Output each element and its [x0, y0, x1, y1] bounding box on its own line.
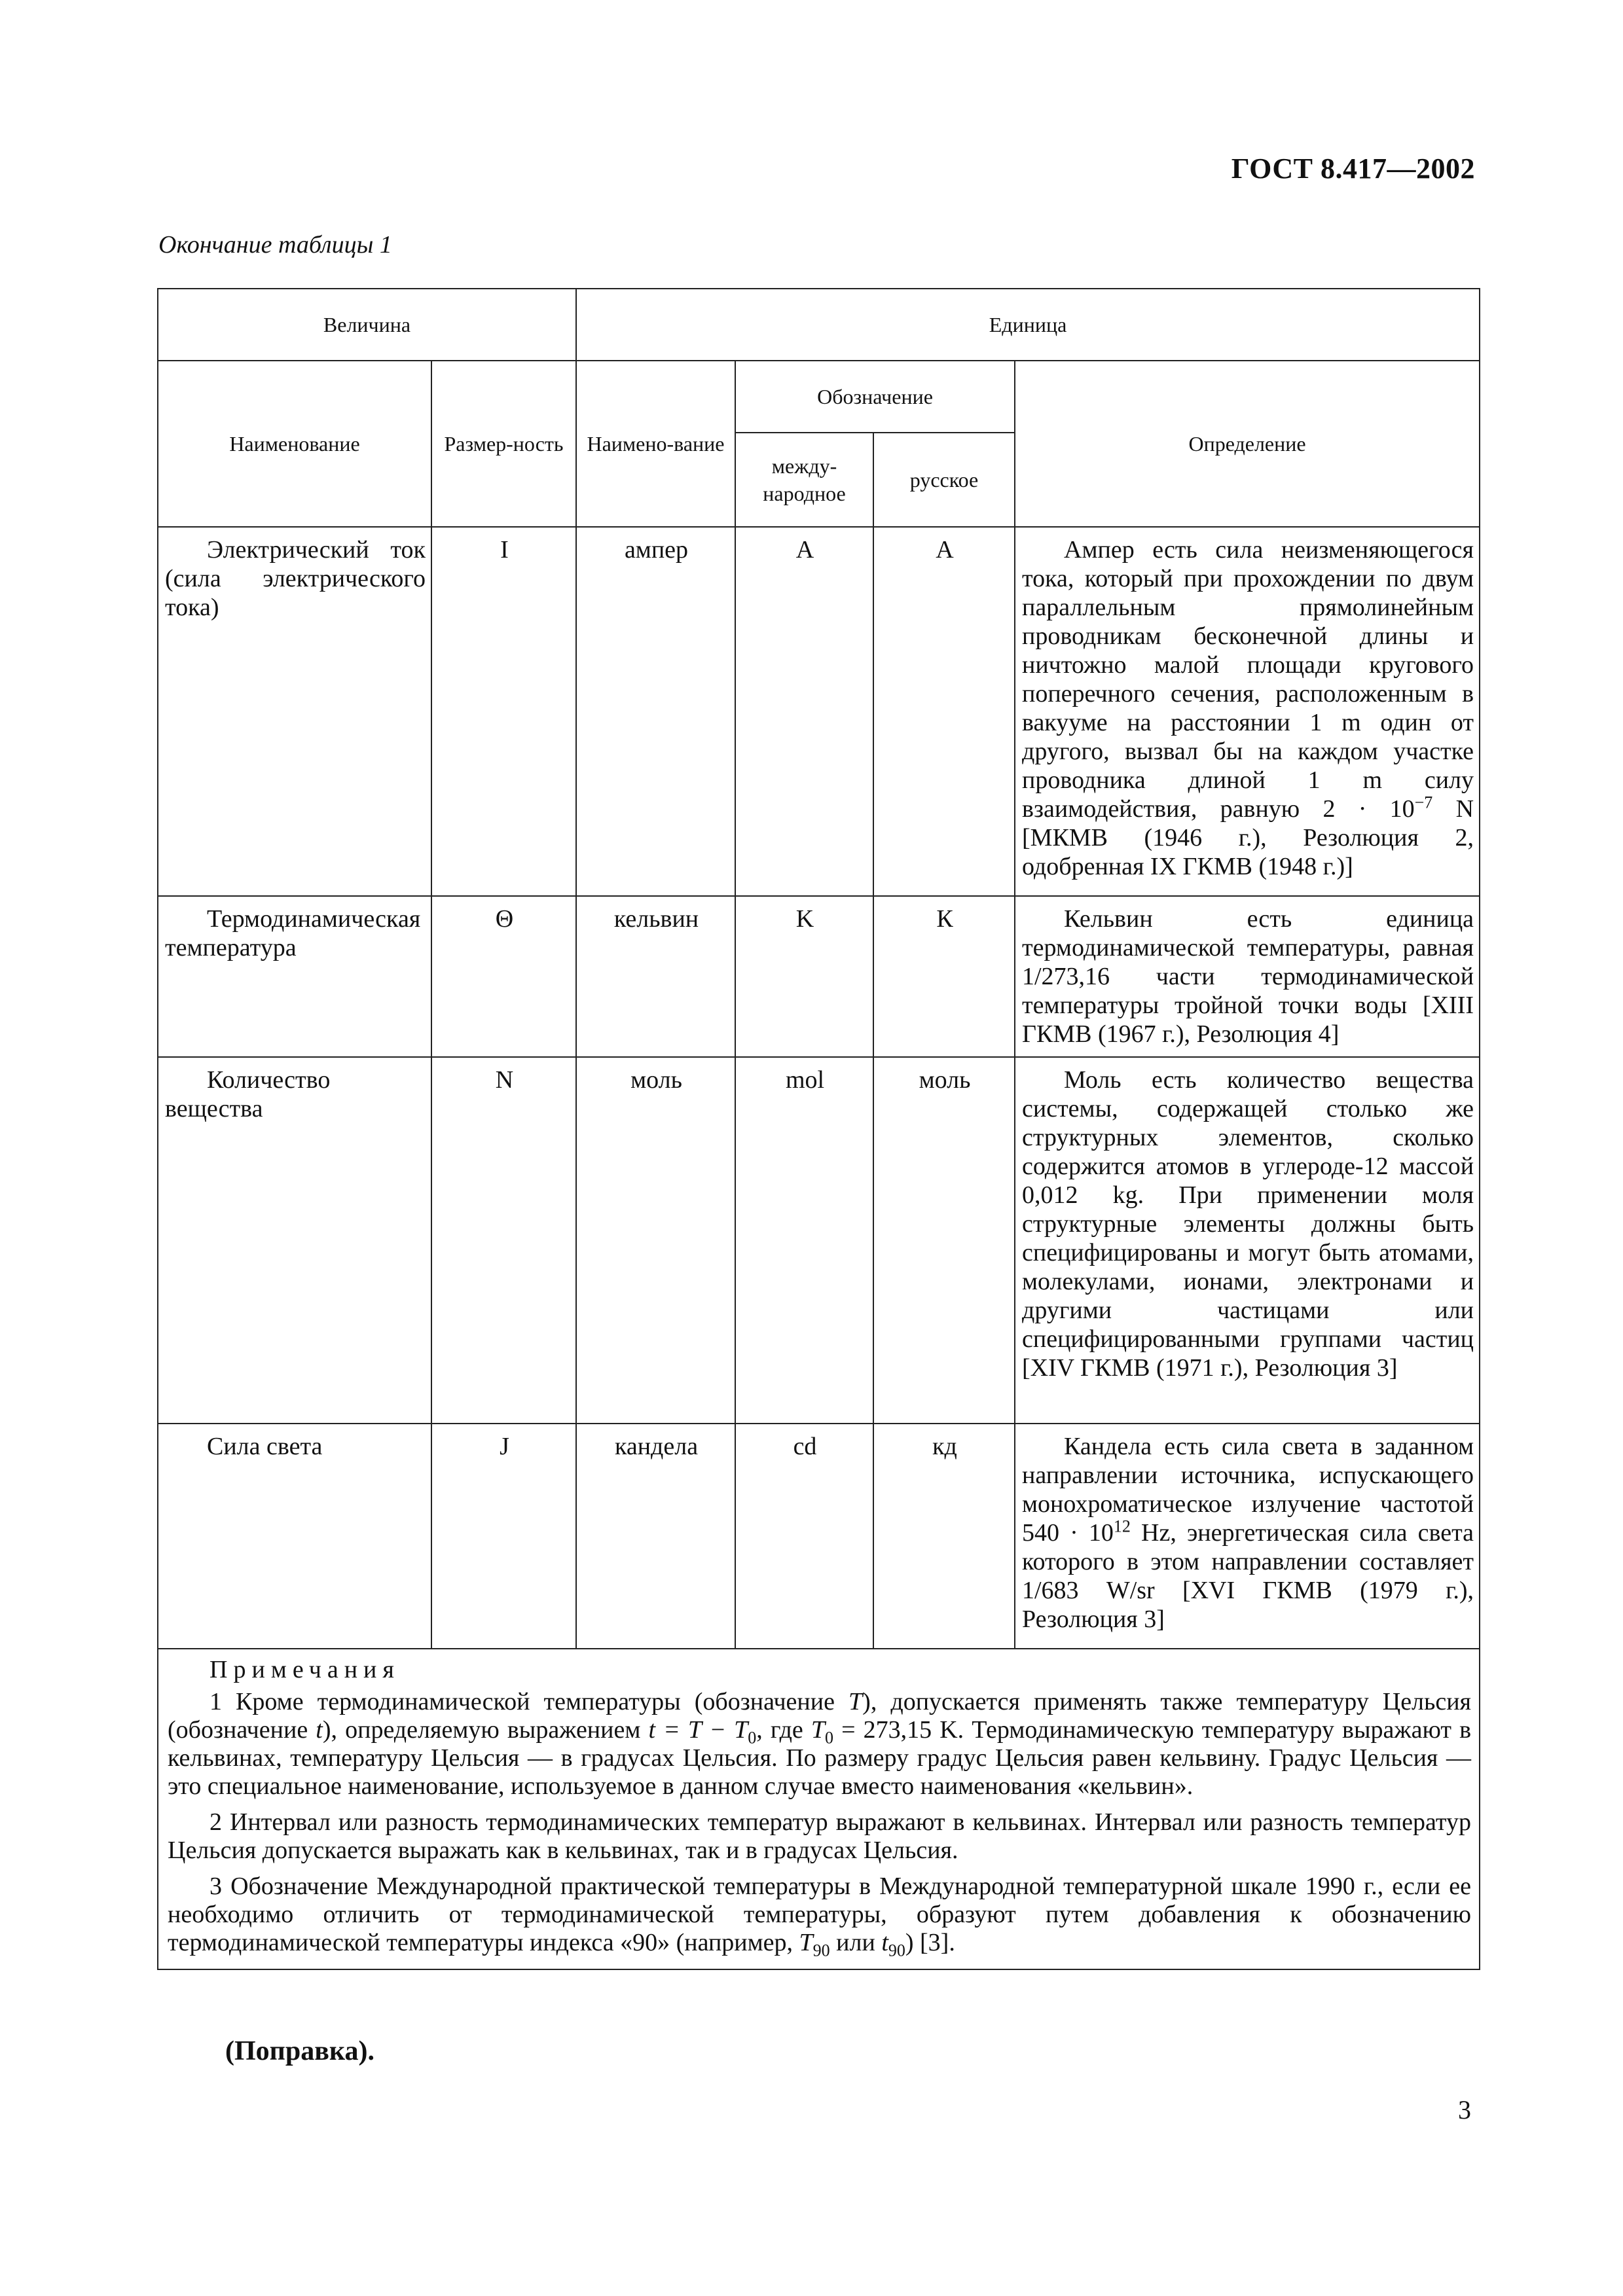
symbol-t: t — [881, 1929, 888, 1956]
note-text: , где — [756, 1716, 811, 1744]
definition-text: Ампер есть сила неизменяющегося тока, который при прохождении по двум параллельным прямолинейным проводникам бесконечной длины и ничтожно малой площади кругового поперечного сечения, расположенным в вакууме на расстоянии 1 m один от другого, вызвал бы на каждом участке проводника длиной 1 m силу взаимодействия, равную 2 · 10 — [1022, 536, 1474, 823]
note-2: 2 Интервал или разность термодинамических температур выражают в кельвинах. Интервал или разность температур Цельсия допускается выражать как в кельвинах, так и в градусах Цельсия. — [168, 1808, 1472, 1864]
quantity-name: Электрический ток (сила электрического тока) — [158, 527, 431, 896]
table-row — [158, 1057, 1480, 1424]
units-table — [157, 288, 1480, 1970]
notes-title: Примечания — [210, 1656, 400, 1683]
definition-text-tail: Hz, энергетическая сила света которого в этом направлении составляет 1/683 W/sr [XVI ГКМВ (1979 г.), Резолюция 3] — [1022, 1519, 1474, 1633]
unit-name: кельвин — [576, 896, 735, 1057]
symbol-international: cd — [735, 1424, 873, 1649]
table-row — [158, 1424, 1480, 1649]
note-text: 1 Кроме термодинамической температуры (обозначение — [210, 1688, 849, 1715]
symbol-russian: моль — [873, 1057, 1015, 1424]
symbol-T: T — [848, 1688, 863, 1715]
symbol-international: mol — [735, 1057, 873, 1424]
document-header: ГОСТ 8.417—2002 — [1231, 152, 1475, 185]
note-3 — [168, 1873, 1472, 1960]
subscript: 90 — [812, 1941, 830, 1960]
unit-name: ампер — [576, 527, 735, 896]
symbol-russian: К — [873, 896, 1015, 1057]
note-text: 3 Обозначение Международной практической температуры в Международной температурной шкале 1990 г., если ее необходимо отличить от термодинамической температуры, образуют путем добавления к обозначению термодинамической температуры индекса «90» (например, — [168, 1873, 1472, 1956]
symbol-T: T — [799, 1929, 813, 1956]
definition-exponent: 12 — [1113, 1516, 1131, 1536]
unit-name: кандела — [576, 1424, 735, 1649]
header-international: между-народное — [735, 433, 873, 527]
subscript: 0 — [825, 1728, 834, 1748]
definition-text-tail: N [МКМВ (1946 г.), Резолюция 2, одобренная IX ГКМВ (1948 г.)] — [1022, 795, 1474, 880]
table-row — [158, 527, 1480, 896]
symbol-russian: кд — [873, 1424, 1015, 1649]
definition — [1015, 1424, 1480, 1649]
header-name: Наименование — [158, 361, 431, 527]
definition — [1015, 527, 1480, 896]
header-unit: Единица — [576, 289, 1480, 361]
note-text: ) [3]. — [905, 1929, 955, 1956]
dimension: Θ — [431, 896, 576, 1057]
formula: t = T − T — [648, 1716, 748, 1744]
dimension: I — [431, 527, 576, 896]
header-definition: Определение — [1015, 361, 1480, 527]
header-quantity: Величина — [158, 289, 576, 361]
unit-name: моль — [576, 1057, 735, 1424]
subscript: 0 — [748, 1728, 757, 1748]
symbol-t: t — [316, 1716, 323, 1744]
table-row — [158, 896, 1480, 1057]
subscript: 90 — [888, 1941, 905, 1960]
header-russian: русское — [873, 433, 1015, 527]
header-symbol: Обозначение — [735, 361, 1015, 433]
note-text: ), определяемую выражением — [322, 1716, 649, 1744]
note-text: = 273,15 K. Термодинамическую температуру выражают в кельвинах, температуру Цельсия — в градусах Цельсия. По размеру градус Цельсия равен кельвину. Градус Цельсия — это специальное наименование, используемое в данном случае вместо наименования «кельвин». — [168, 1716, 1472, 1800]
symbol-international: K — [735, 896, 873, 1057]
amendment-note: (Поправка). — [225, 2036, 374, 2066]
definition: Кельвин есть единица термодинамической температуры, равная 1/273,16 части термодинамической температуры тройной точки воды [XIII ГКМВ (1967 г.), Резолюция 4] — [1015, 896, 1480, 1057]
quantity-name: Термодинамическая температура — [158, 896, 431, 1057]
note-text: или — [830, 1929, 882, 1956]
notes-cell — [158, 1649, 1480, 1969]
symbol-international: A — [735, 527, 873, 896]
definition-text: Кандела есть сила света в заданном направлении источника, испускающего монохроматическое излучение частотой 540 · 10 — [1022, 1433, 1474, 1547]
table-caption: Окончание таблицы 1 — [158, 231, 392, 259]
dimension: N — [431, 1057, 576, 1424]
symbol-russian: А — [873, 527, 1015, 896]
page-number: 3 — [1458, 2095, 1471, 2125]
dimension: J — [431, 1424, 576, 1649]
definition-exponent: −7 — [1414, 793, 1433, 812]
quantity-name: Количество вещества — [158, 1057, 431, 1424]
symbol-T0: T — [811, 1716, 826, 1744]
quantity-name: Сила света — [158, 1424, 431, 1649]
header-unit-name: Наимено-вание — [576, 361, 735, 527]
header-dimension: Размер-ность — [431, 361, 576, 527]
note-text: ), допускается применять также температуру Цельсия (обозначение — [168, 1688, 1472, 1744]
definition: Моль есть количество вещества системы, содержащей столько же структурных элементов, сколько содержится атомов в углероде-12 массой 0,012 kg. При применении моля структурные элементы должны быть специфицированы и могут быть атомами, молекулами, ионами, электронами и другими частицами или специфицированными группами частиц [XIV ГКМВ (1971 г.), Резолюция 3] — [1015, 1057, 1480, 1424]
note-1 — [168, 1688, 1471, 1801]
